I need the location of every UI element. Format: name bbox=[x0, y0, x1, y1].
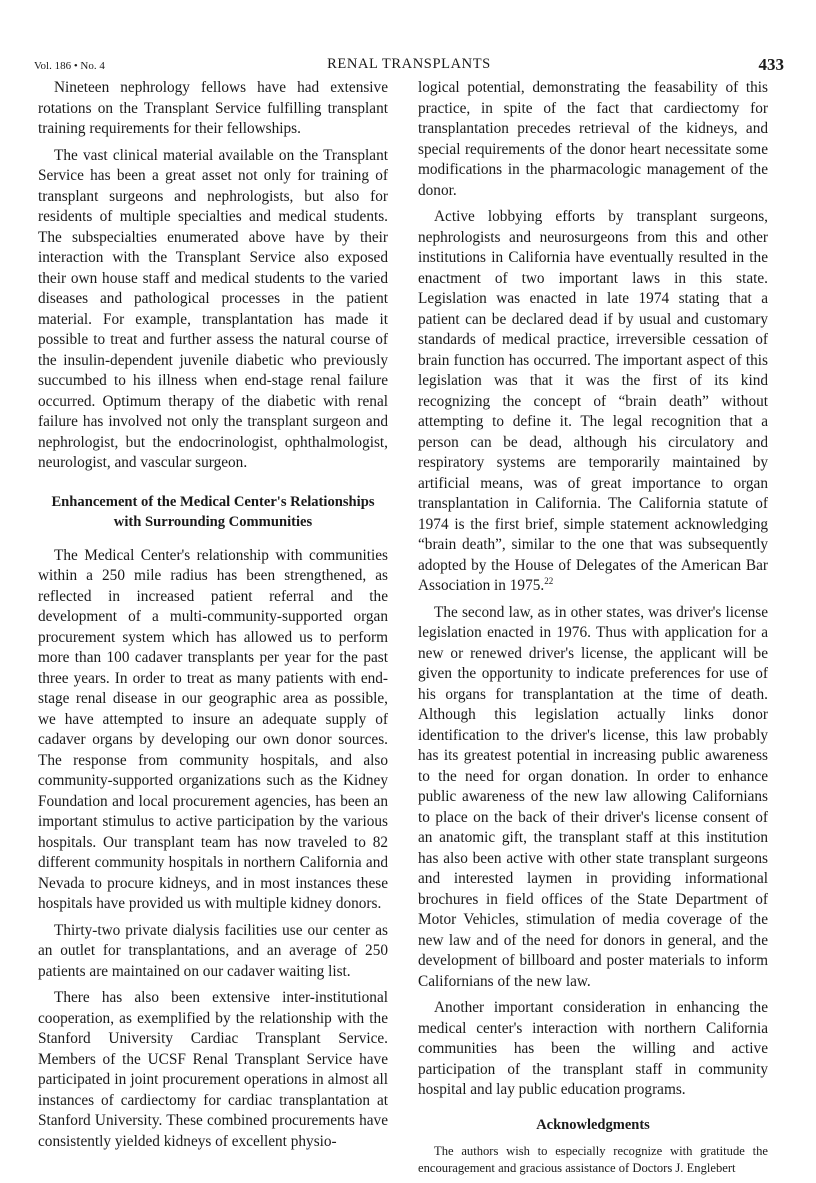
acknowledgments-text: The authors wish to especially recognize with gratitude the encouragement and gracious assistance of Doctors J. Englebert bbox=[418, 1144, 768, 1175]
volume-info: Vol. 186 • No. 4 bbox=[34, 60, 105, 72]
right-column bbox=[418, 78, 768, 1183]
paragraph: logical potential, demonstrating the feasability of this practice, in spite of the fact that cardiectomy for transplantation precedes retrieval of the kidneys, and special requirements of the donor heart necessitate some modifications in the pharmacologic management of the donor. bbox=[418, 79, 768, 199]
page-header bbox=[34, 56, 784, 76]
paragraph-text: Active lobbying efforts by transplant surgeons, nephrologists and neurosurgeons from this and other institutions in California have eventually resulted in the enactment of two important laws in this state. Legislation was enacted in late 1974 stating that a patient can be declared dead if by usual and customary standards of medical practice, irreversible cessation of brain function has occurred. The important aspect of this legislation was that it was the first of its kind recognizing the concept of “brain death” without attempting to define it. The legal recognition that a person can be dead, although his circulatory and respiratory systems are temporarily maintained by artificial means, was of great importance to organ transplantation in California. The California statute of 1974 is the first brief, simple statement acknowledging “brain death”, similar to the one that was subsequently adopted by the House of Delegates of the American Bar Association in 1975. bbox=[418, 208, 768, 594]
left-column bbox=[38, 78, 388, 1158]
paragraph: The Medical Center's relationship with communities within a 250 mile radius has been strengthened, as reflected in increased patient referral and the development of a multi-community-supported organ procurement system which has allowed us to perform more than 100 cadaver transplants per year for the past three years. In order to treat as many patients with end-stage renal disease in our geographic area as possible, we have attempted to insure an adequate supply of cadaver organs by developing our own donor sources. The response from community hospitals, and also community-supported organizations such as the Kidney Foundation and local procurement agencies, has been an important stimulus to active participation by the various hospitals. Our transplant team has now traveled to 82 different community hospitals in northern California and Nevada to procure kidneys, and in most instances these hospitals have provided us with multiple kidney donors. bbox=[38, 546, 388, 912]
paragraph: Nineteen nephrology fellows have had extensive rotations on the Transplant Service fulfilling transplant training requirements for their fellowships. bbox=[38, 79, 388, 137]
paragraph bbox=[418, 207, 768, 597]
section-heading-line: Enhancement of the Medical Center's Relationships bbox=[51, 493, 375, 510]
page-number: 433 bbox=[758, 55, 784, 74]
reference-marker: 22 bbox=[544, 575, 554, 586]
running-title: RENAL TRANSPLANTS bbox=[327, 56, 491, 72]
section-heading-line: with Surrounding Communities bbox=[113, 513, 313, 530]
paragraph: There has also been extensive inter-institutional cooperation, as exemplified by the relationship with the Stanford University Cardiac Transplant Service. Members of the UCSF Renal Transplant Service have participated in joint procurement operations in almost all instances of cardiectomy for cardiac transplantation at Stanford University. These combined procurements have consistently yielded kidneys of excellent physio- bbox=[38, 989, 388, 1150]
paragraph: Thirty-two private dialysis facilities use our center as an outlet for transplantations, and an average of 250 patients are maintained on our cadaver waiting list. bbox=[38, 921, 388, 980]
paragraph: The second law, as in other states, was driver's license legislation enacted in 1976. Thus with application for a new or renewed driver's license, the applicant will be given the opportunity to indicate preferences for use of his organs for transplantation at the time of death. Although this legislation actually links donor identification to the driver's license, this law probably has its greatest potential in increasing public awareness to the need for organ donation. In order to enhance public awareness of the new law allowing Californians to place on the back of their driver's license consent of an anatomic gift, the transplant staff at this institution has also been active with other state transplant surgeons and interested laymen in providing informational brochures in field offices of the State Department of Motor Vehicles, stimulation of media coverage of the new law and of the need for donors in general, and the development of billboard and poster materials to inform Californians of the new law. bbox=[418, 603, 768, 990]
paragraph: Another important consideration in enhancing the medical center's interaction with northern California communities has been the willing and active participation of the transplant staff in community hospital and lay public education programs. bbox=[418, 999, 768, 1098]
paragraph: The vast clinical material available on the Transplant Service has been a great asset not only for training of transplant surgeons and nephrologists, but also for residents of multiple specialties and medical students. The subspecialties enumerated above have by their interaction with the Transplant Service also exposed their own house staff and medical students to the varied diseases and pathological processes in the patient material. For example, transplantation has made it possible to treat and further assess the natural course of the insulin-dependent juvenile diabetic who previously succumbed to his illness when end-stage renal failure occurred. Optimum therapy of the diabetic with renal failure has involved not only the transplant surgeon and nephrologist, but the endocrinologist, ophthalmologist, neurologist, and vascular surgeon. bbox=[38, 146, 388, 471]
acknowledgments-heading: Acknowledgments bbox=[536, 1116, 650, 1133]
section-heading bbox=[38, 492, 388, 532]
